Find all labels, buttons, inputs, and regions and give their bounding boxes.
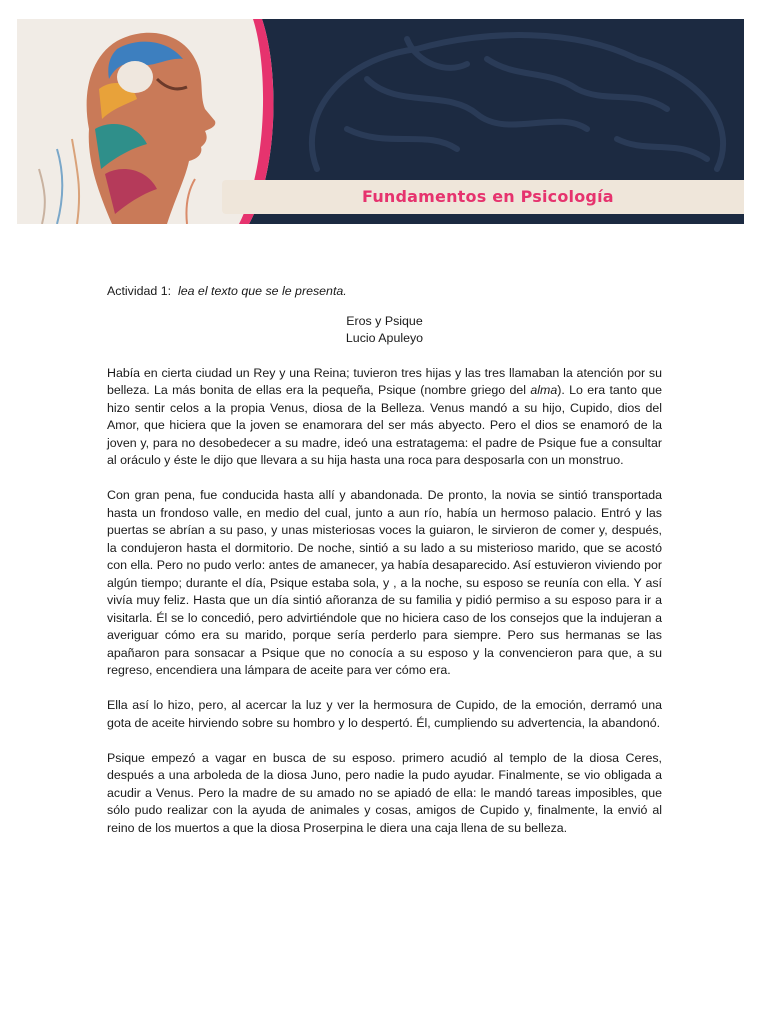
activity-label: Actividad 1:: [107, 284, 172, 298]
header-banner: [17, 19, 744, 224]
story-author: Lucio Apuleyo: [345, 331, 424, 345]
activity-line: [107, 283, 662, 301]
paragraph-4: Psique empezó a vagar en busca de su esposo. primero acudió al templo de la diosa Ceres, después a una arboleda de la diosa Juno, pero nadie la pudo ayudar. Finalmente, se vio obligada a acudir a Venus. Pero la madre de su amado no se apiadó de ella: le mandó tareas imposibles, que sólo pudo realizar con la ayuda de animales y cosas, amigos de Cupido y, finalmente, la envió al reino de los muertos a que la diosa Proserpina le diera una caja llena de su belleza.: [107, 750, 662, 835]
activity-instruction: lea el texto que se le presenta.: [177, 284, 347, 298]
document-body: [107, 283, 662, 837]
paragraph-1: [107, 365, 662, 470]
paragraph-1-part-b: ). Lo era tanto que hizo sentir celos a la propia Venus, diosa de la Belleza. Venus mandó a su hijo, Cupido, dios del Amor, que hiciera que la joven se enamorara del ser más abyecto. Pero el dios se enamoró de la joven y, para no desobedecer a su madre, ideó una estratagema: el padre de Psique fue a consultar al oráculo y éste le dijo que llevara a su hija hasta una roca para desposarla con un monstruo.: [107, 383, 662, 467]
paragraph-1-emphasis: alma: [530, 383, 558, 397]
banner-title: Fundamentos en Psicología: [362, 187, 614, 206]
paragraph-2: Con gran pena, fue conducida hasta allí y abandonada. De pronto, la novia se sintió transportada hasta un frondoso valle, en medio del cual, junto a aun río, había un hermoso palacio. Entró y las puertas se abrían a su paso, y unas misteriosas voces la guiaron, le sirvieron de comer y, después, la condujeron hasta el dormitorio. De noche, sintió a su lado a su misterioso marido, que se acostó con ella. Pero no pudo verlo: antes de amanecer, ya había desaparecido. Así estuvieron viviendo por algún tiempo; durante el día, Psique estaba sola, y , a la noche, su esposo se reunía con ella. Y así vivía muy feliz. Hasta que un día sintió añoranza de su familia y pidió permiso a su esposo para ir a visitarla. Él se lo concedió, pero advirtiéndole que no hiciera caso de los consejos que la indujeran a averiguar cómo era su marido, porque sería perderlo para siempre. Pero sus hermanas se las apañaron para sonsacar a Psique que no conocía a su esposo y la convencieron para que, a su regreso, encendiera una lámpara de aceite para ver cómo era.: [107, 488, 662, 677]
story-title: Eros y Psique: [346, 313, 423, 328]
paragraph-1-part-a: Había en cierta ciudad un Rey y una Reina; tuvieron tres hijas y las tres llamaban la atención por su belleza. La más bonita de ellas era la pequeña, Psique (nombre griego del: [107, 365, 662, 397]
paragraph-3: Ella así lo hizo, pero, al acercar la luz y ver la hermosura de Cupido, de la emoción, derramó una gota de aceite hirviendo sobre su hombro y lo despertó. Él, cumpliendo su advertencia, la abandonó.: [107, 698, 662, 730]
